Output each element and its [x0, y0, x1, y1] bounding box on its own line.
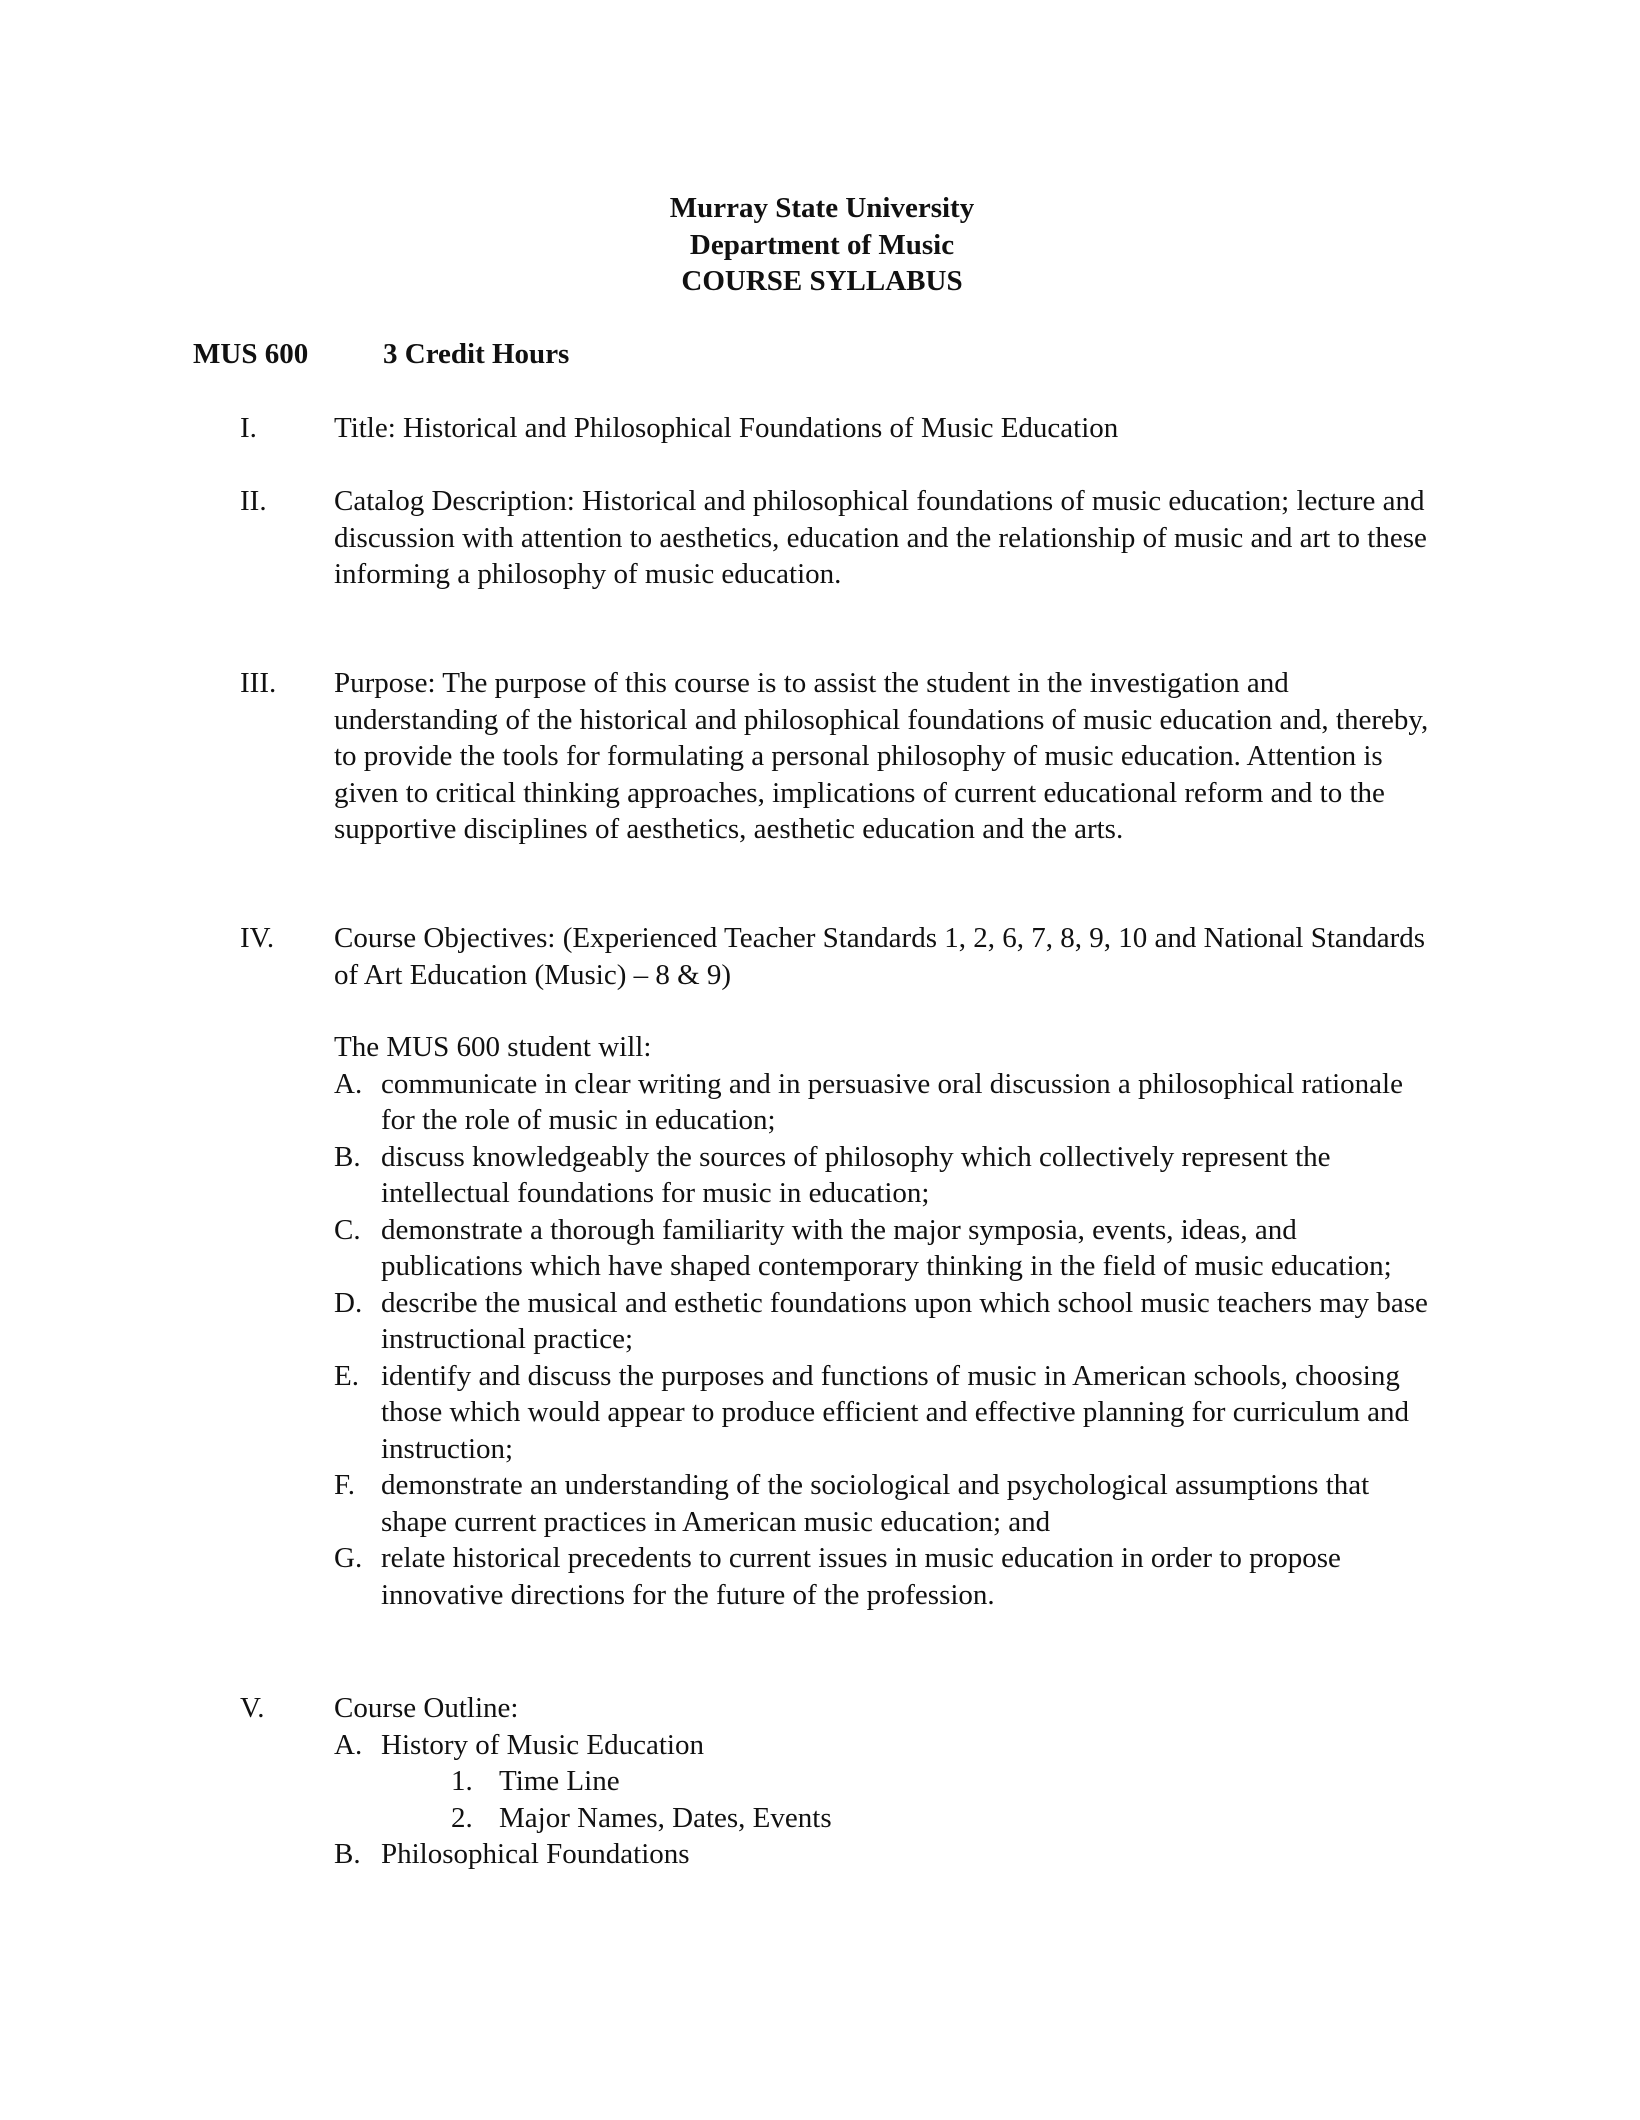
list-item — [334, 1763, 1434, 1800]
credit-hours: 3 Credit Hours — [383, 338, 570, 370]
list-item — [334, 1800, 1434, 1837]
item-text: relate historical precedents to current issues in music education in order to propose innovative directions for the future of the profession. — [381, 1542, 1341, 1611]
item-letter: A. — [334, 1728, 363, 1761]
list-item — [334, 1358, 1434, 1468]
course-code: MUS 600 — [193, 338, 309, 370]
item-text: demonstrate an understanding of the sociological and psychological assumptions that shape current practices in American music education; and — [381, 1469, 1370, 1538]
section-numeral: IV. — [240, 922, 275, 954]
item-letter: B. — [334, 1838, 361, 1870]
item-text: Major Names, Dates, Events — [499, 1801, 832, 1834]
department-name: Department of Music — [689, 228, 955, 261]
section-numeral: I. — [240, 412, 257, 444]
item-letter: G. — [334, 1542, 363, 1574]
course-info — [193, 336, 569, 373]
list-item — [334, 1836, 1434, 1873]
section-numeral: II. — [240, 485, 267, 517]
item-letter: B. — [334, 1140, 361, 1173]
item-number: 2. — [451, 1801, 473, 1834]
item-text: demonstrate a thorough familiarity with the major symposia, events, ideas, and publications which have shaped contemporary thinking in the field of music education; — [381, 1213, 1392, 1282]
section-numeral: V. — [240, 1692, 265, 1724]
list-item — [334, 1066, 1434, 1139]
list-item — [334, 1285, 1434, 1358]
section-text: Purpose: The purpose of this course is to assist the student in the investigation and understanding of the historical and philosophical foundations of music education and, thereby, to provide the tools for formulating a personal philosophy of music education. Attention is given to critical thinking approaches, implications of current educational reform and to the supportive disciplines of aesthetics, aesthetic education and the arts. — [334, 667, 1429, 845]
section-text: Course Objectives: (Experienced Teacher Standards 1, 2, 6, 7, 8, 9, 10 and National Standards of Art Education (Music) – 8 & 9) — [334, 922, 1426, 991]
item-text: describe the musical and esthetic foundations upon which school music teachers may base instructional practice; — [381, 1286, 1428, 1355]
item-text: discuss knowledgeably the sources of philosophy which collectively represent the intellectual foundations for music in education; — [381, 1140, 1331, 1209]
item-letter: F. — [334, 1469, 356, 1501]
item-text: Philosophical Foundations — [381, 1838, 690, 1870]
item-letter: D. — [334, 1286, 363, 1319]
section-text: Title: Historical and Philosophical Foundations of Music Education — [334, 412, 1119, 444]
document-title: COURSE SYLLABUS — [681, 265, 963, 297]
item-text: identify and discuss the purposes and functions of music in American schools, choosing those which would appear to produce efficient and effective planning for curriculum and instruction; — [381, 1359, 1410, 1465]
section-numeral: III. — [240, 667, 277, 699]
outline-list — [334, 1727, 1434, 1873]
item-text: History of Music Education — [381, 1728, 704, 1761]
item-letter: A. — [334, 1067, 363, 1100]
section-text: Course Outline: — [334, 1692, 519, 1724]
item-letter: E. — [334, 1359, 359, 1392]
item-text: Time Line — [499, 1765, 620, 1797]
item-number: 1. — [451, 1765, 473, 1797]
university-name: Murray State University — [669, 192, 975, 224]
item-letter: C. — [334, 1213, 361, 1246]
section-text: Catalog Description: Historical and philosophical foundations of music education; lecture and discussion with attention to aesthetics, education and the relationship of music and art to these informing a philosophy of music education. — [334, 485, 1427, 590]
list-item — [334, 1212, 1434, 1285]
list-item — [334, 1467, 1434, 1540]
document-header — [0, 190, 1640, 300]
objectives-list — [334, 1066, 1434, 1614]
list-item — [334, 1139, 1434, 1212]
list-item — [334, 1540, 1434, 1613]
list-item — [334, 1727, 1434, 1764]
objectives-lead: The MUS 600 student will: — [334, 1031, 652, 1063]
item-text: communicate in clear writing and in persuasive oral discussion a philosophical rationale for the role of music in education; — [381, 1067, 1403, 1136]
